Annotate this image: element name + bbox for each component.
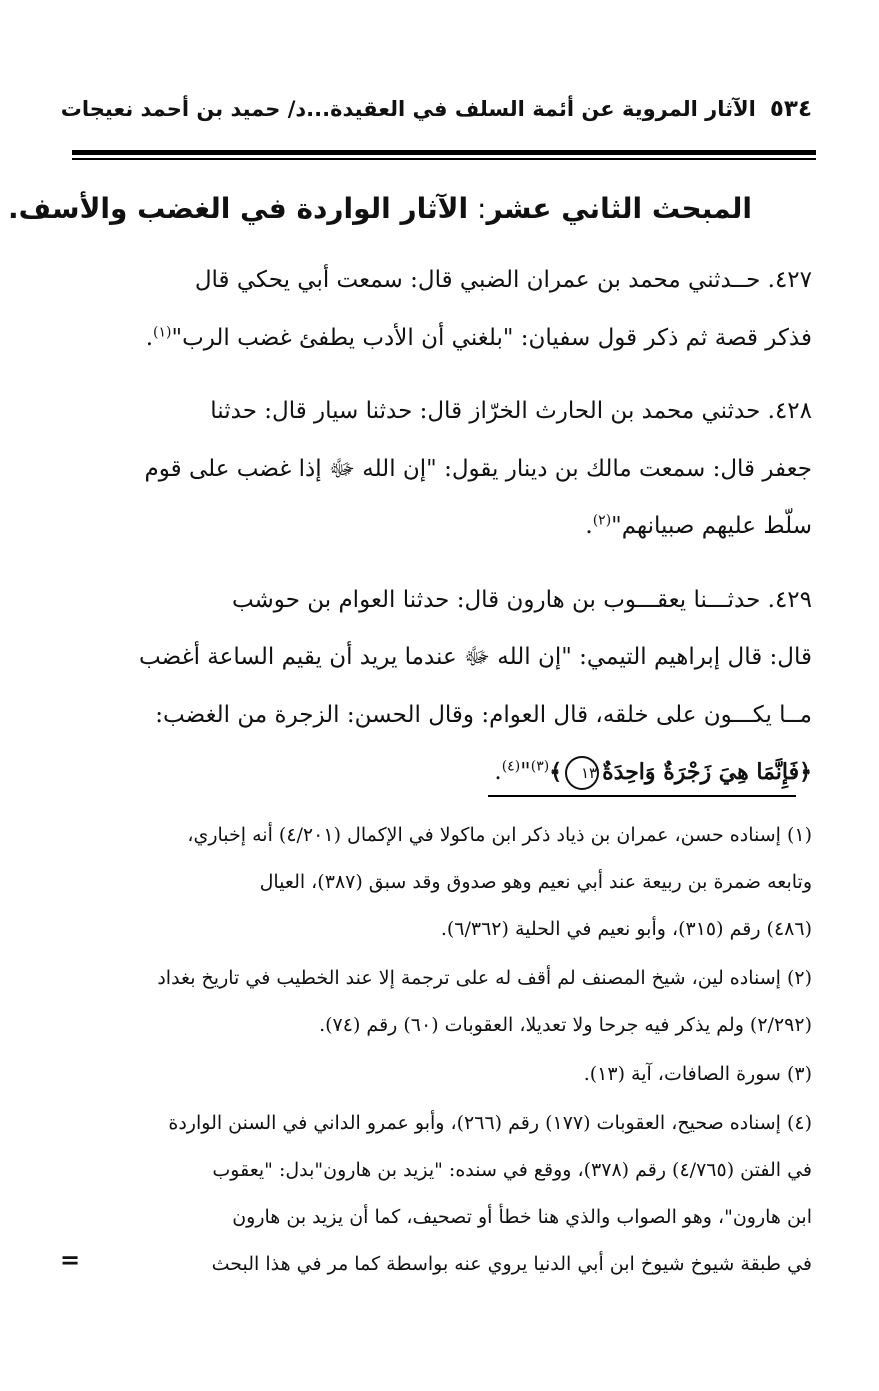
- narration-428-line-3: [80, 498, 812, 556]
- narration-427-line-1: ٤٢٧. حــدثني محمد بن عمران الضبي قال: سمعت أبي يحكي قال: [194, 267, 812, 293]
- footnote-1-line-2: وتابعه ضمرة بن ربيعة عند أبي نعيم وهو صدوق وقد سبق (٣٨٧)، العيال: [259, 871, 812, 893]
- footnote-1-line-1: [80, 812, 812, 859]
- footnote-ref-2[interactable]: (٢): [592, 512, 612, 529]
- footnotes: [80, 812, 812, 1288]
- footnote-2-number: (٢): [786, 967, 812, 989]
- continuation-mark: =: [60, 1246, 81, 1274]
- section-heading-rest: الآثار الواردة في الغضب والأسف.: [8, 192, 469, 225]
- footnote-ref-3[interactable]: (٣): [530, 758, 550, 775]
- quran-verse: ﴿فَإِنَّمَا هِيَ زَجْرَةٌ وَاحِدَةٌ: [602, 759, 812, 785]
- narration-429-line-2: قال: قال إبراهيم التيمي: "إن الله ﷻ عندما يريد أن يقيم الساعة أغضب: [139, 644, 812, 670]
- running-title: الآثار المروية عن أئمة السلف في العقيدة...د/ حميد بن أحمد نعيجات: [60, 97, 756, 121]
- footnote-2-text-1: إسناده لين، شيخ المصنف لم أقف له على ترجمة إلا عند الخطيب في تاريخ بغداد: [157, 967, 781, 989]
- section-heading-main: المبحث الثاني عشر: [486, 192, 752, 225]
- footnote-1-line-3: (٤٨٦) رقم (٣١٥)، وأبو نعيم في الحلية (٦/٣٦٢).: [440, 918, 812, 940]
- footnote-3-text-1: سورة الصافات، آية (١٣).: [583, 1063, 781, 1085]
- narration-429-line-4: [80, 744, 812, 802]
- footnote-ref-1[interactable]: (١): [153, 323, 172, 340]
- footnote-separator: [488, 795, 796, 797]
- quote-close: ": [520, 759, 531, 785]
- narration-427-text: فذكر قصة ثم ذكر قول سفيان: "بلغني أن الأدب يطفئ غضب الرب": [171, 324, 812, 351]
- main-text: [80, 252, 812, 802]
- section-heading: [8, 192, 752, 225]
- page-number: ٥٣٤: [769, 96, 812, 122]
- narration-428-end: .: [585, 513, 593, 539]
- narration-427-line-2: [80, 310, 812, 368]
- quran-close-bracket: ﴾: [549, 759, 563, 785]
- footnote-2-line-2: (٢/٢٩٢) ولم يذكر فيه جرحا ولا تعديلا، العقوبات (٦٠) رقم (٧٤).: [319, 1014, 812, 1036]
- narration-428-line-2: جعفر قال: سمعت مالك بن دينار يقول: "إن الله ﷻ إذا غضب على قوم: [144, 455, 812, 482]
- narration-429-line-1: ٤٢٩. حدثـــنا يعقـــوب بن هارون قال: حدثنا العوام بن حوشب: [231, 586, 812, 613]
- footnote-1-text-1: إسناده حسن، عمران بن ذياد ذكر ابن ماكولا في الإكمال (٤/٢٠١) أنه إخباري،: [187, 824, 781, 846]
- footnote-1-number: (١): [786, 824, 812, 846]
- narration-428-text: سلّط عليهم صبيانهم": [611, 513, 812, 539]
- narration-429-line-3: مــا يكـــون على خلقه، قال العوام: وقال الحسن: الزجرة من الغضب:: [155, 701, 812, 728]
- footnote-3-line-1: [80, 1051, 812, 1098]
- footnote-4-line-4: في طبقة شيوخ شيوخ ابن أبي الدنيا يروي عنه بواسطة كما مر في هذا البحث: [211, 1253, 812, 1275]
- running-header: [60, 96, 812, 122]
- footnote-2-line-1: [80, 955, 812, 1002]
- header-rule-thin: [72, 158, 816, 160]
- ayah-number-marker: ١٣: [565, 756, 599, 790]
- footnote-4-line-3: ابن هارون"، وهو الصواب والذي هنا خطأ أو تصحيف، كما أن يزيد بن هارون: [232, 1206, 812, 1228]
- footnote-ref-4[interactable]: (٤): [501, 758, 521, 775]
- narration-428-line-1: ٤٢٨. حدثني محمد بن الحارث الخرّاز قال: حدثنا سيار قال: حدثنا: [210, 398, 812, 424]
- header-rule-thick: [72, 150, 816, 155]
- footnote-3-number: (٣): [786, 1063, 812, 1085]
- footnote-4-number: (٤): [786, 1112, 812, 1134]
- footnote-4-line-1: [80, 1100, 812, 1147]
- footnote-4-line-2: في الفتن (٤/٧٦٥) رقم (٣٧٨)، ووقع في سنده: "يزيد بن هارون"بدل: "يعقوب: [212, 1159, 812, 1181]
- footnote-4-text-1: إسناده صحيح، العقوبات (١٧٧) رقم (٢٦٦)، وأبو عمرو الداني في السنن الواردة: [168, 1112, 781, 1134]
- narration-429-end: .: [494, 759, 502, 785]
- section-heading-separator: :: [468, 192, 487, 225]
- narration-427-end: .: [145, 324, 154, 351]
